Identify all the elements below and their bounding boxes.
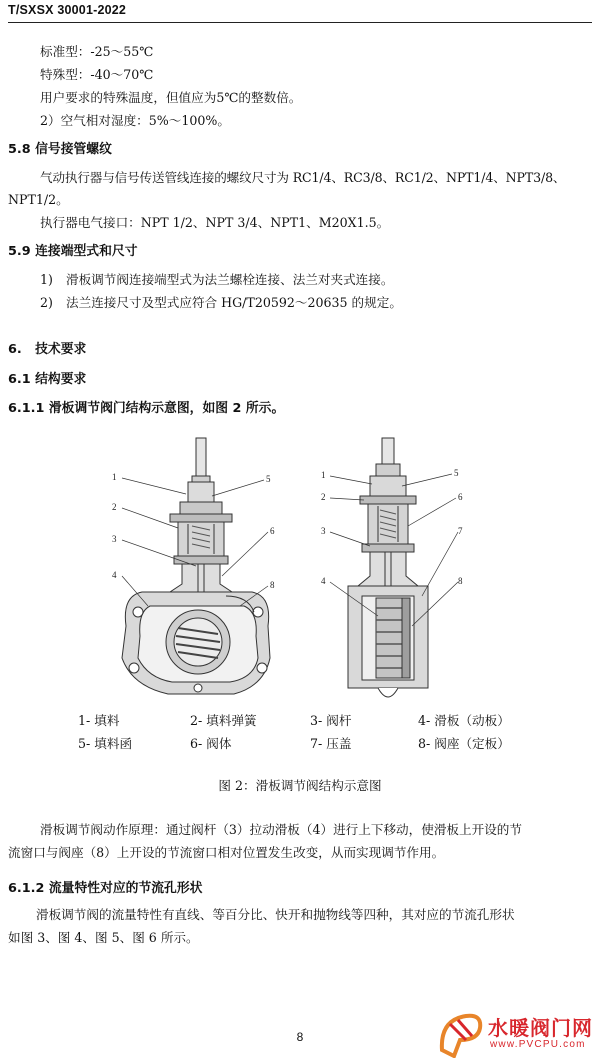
right-label-1: 1 bbox=[321, 470, 326, 480]
s58-paragraph-2: 执行器电气接口：NPT 1/2、NPT 3/4、NPT1、M20X1.5。 bbox=[40, 215, 390, 230]
left-label-6: 6 bbox=[270, 526, 275, 536]
left-label-2: 2 bbox=[112, 502, 117, 512]
watermark-logo-icon bbox=[436, 1010, 486, 1058]
left-label-5: 5 bbox=[266, 474, 271, 484]
left-label-8: 8 bbox=[270, 580, 275, 590]
temp-standard: 标准型：-25～55℃ bbox=[40, 44, 154, 59]
watermark-url: www.PVCPU.com bbox=[490, 1039, 586, 1050]
valve-front-section-drawing bbox=[108, 436, 278, 706]
s612-line-2: 如图 3、图 4、图 5、图 6 所示。 bbox=[8, 930, 199, 945]
principle-line-2: 流窗口与阀座（8）上开设的节流窗口相对位置发生改变，从而实现调节作用。 bbox=[8, 845, 445, 860]
s58-paragraph-1-cont: NPT1/2。 bbox=[8, 192, 69, 207]
principle-line-1: 滑板调节阀动作原理：通过阀杆（3）拉动滑板（4）进行上下移动，使滑板上开设的节 bbox=[40, 822, 522, 837]
legend-item-4: 4- 滑板（动板） bbox=[418, 713, 510, 728]
temp-special: 特殊型：-40～70℃ bbox=[40, 67, 154, 82]
section-6-1-1-title: 6.1.1 滑板调节阀门结构示意图，如图 2 所示。 bbox=[8, 401, 285, 416]
section-6-title: 6. 技术要求 bbox=[8, 342, 87, 357]
figure-caption: 图 2：滑板调节阀结构示意图 bbox=[218, 778, 382, 793]
right-label-7: 7 bbox=[458, 526, 463, 536]
section-6-1-title: 6.1 结构要求 bbox=[8, 372, 87, 387]
section-5-8-title: 5.8 信号接管螺纹 bbox=[8, 142, 112, 157]
legend-item-5: 5- 填料函 bbox=[78, 736, 133, 751]
temp-custom: 用户要求的特殊温度，但值应为5℃的整数倍。 bbox=[40, 90, 302, 105]
s59-item-1-num: 1) bbox=[40, 272, 53, 287]
section-5-9-title: 5.9 连接端型式和尺寸 bbox=[8, 244, 138, 259]
valve-side-section-drawing bbox=[318, 436, 468, 706]
left-label-4: 4 bbox=[112, 570, 117, 580]
legend-item-8: 8- 阀座（定板） bbox=[418, 736, 510, 751]
right-label-4: 4 bbox=[321, 576, 326, 586]
right-label-6: 6 bbox=[458, 492, 463, 502]
right-label-8: 8 bbox=[458, 576, 463, 586]
legend-item-1: 1- 填料 bbox=[78, 713, 120, 728]
header-rule bbox=[8, 22, 592, 23]
document-code: T/SXSX 30001-2022 bbox=[8, 3, 127, 17]
legend-item-6: 6- 阀体 bbox=[190, 736, 232, 751]
page-number: 8 bbox=[296, 1030, 304, 1044]
right-label-5: 5 bbox=[454, 468, 459, 478]
section-6-1-2-title: 6.1.2 流量特性对应的节流孔形状 bbox=[8, 881, 203, 896]
s612-line-1: 滑板调节阀的流量特性有直线、等百分比、快开和抛物线等四种，其对应的节流孔形状 bbox=[36, 907, 515, 922]
legend-item-3: 3- 阀杆 bbox=[310, 713, 352, 728]
left-label-1: 1 bbox=[112, 472, 117, 482]
left-label-3: 3 bbox=[112, 534, 117, 544]
right-label-2: 2 bbox=[321, 492, 326, 502]
watermark bbox=[436, 1010, 598, 1058]
legend-item-2: 2- 填料弹簧 bbox=[190, 713, 257, 728]
s59-item-1-text: 滑板调节阀连接端型式为法兰螺栓连接、法兰对夹式连接。 bbox=[66, 272, 394, 287]
right-label-3: 3 bbox=[321, 526, 326, 536]
s59-item-2-num: 2) bbox=[40, 295, 53, 310]
s58-paragraph-1: 气动执行器与信号传送管线连接的螺纹尺寸为 RC1/4、RC3/8、RC1/2、NPT1/4、NPT3/8、 bbox=[40, 170, 566, 185]
humidity: 2）空气相对湿度：5%～100%。 bbox=[40, 113, 230, 128]
s59-item-2-text: 法兰连接尺寸及型式应符合 HG/T20592～20635 的规定。 bbox=[66, 295, 402, 310]
watermark-name: 水暖阀门网 bbox=[488, 1016, 593, 1040]
legend-item-7: 7- 压盖 bbox=[310, 736, 352, 751]
